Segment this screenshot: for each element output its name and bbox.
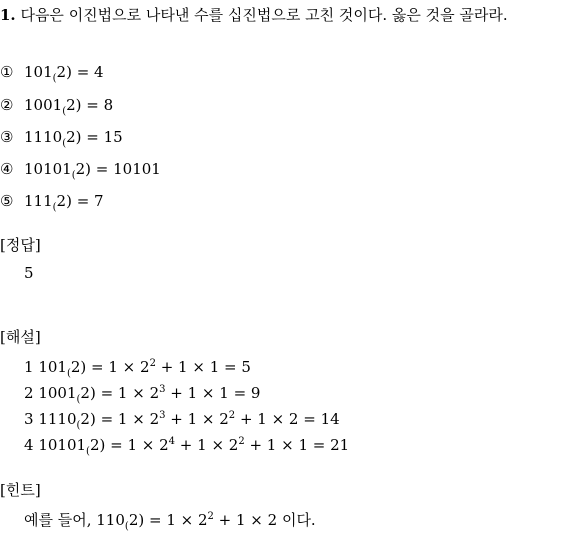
line-part: 2) = 1 × 2 [89, 436, 169, 454]
choice-base: 101 [24, 63, 53, 81]
line-exponent: 4 [168, 436, 176, 447]
line-subscript: ( [76, 394, 81, 405]
choice-base: 1110 [24, 128, 63, 146]
line-part: + 1 × 2 [175, 436, 239, 454]
line-exponent: 3 [159, 384, 166, 395]
line-number: 4 [24, 436, 34, 454]
line-subscript: ( [66, 368, 71, 379]
choice-mark: ③ [0, 128, 14, 146]
choice-base: 10101 [24, 160, 72, 178]
line-part: 2) = 1 × 2 [80, 410, 160, 428]
hint-prefix: 예를 들어, 110 [24, 511, 125, 529]
line-subscript: ( [76, 420, 81, 431]
line-base: 1110 [38, 410, 77, 428]
choice-mark: ⑤ [0, 192, 14, 210]
hint-part: + 1 × 2 이다. [213, 511, 316, 529]
question-number: 1. [0, 6, 16, 24]
choice-rest: 2) = 8 [66, 96, 114, 114]
hint-text [24, 508, 316, 536]
line-base: 1001 [38, 384, 77, 402]
choice-rest: 2) = 4 [56, 63, 104, 81]
answer-label: [정답] [0, 236, 41, 254]
line-base: 10101 [38, 436, 87, 454]
line-number: 3 [24, 410, 34, 428]
hint-part: 2) = 1 × 2 [128, 511, 208, 529]
line-base: 101 [38, 358, 67, 376]
choice-subscript: ( [62, 106, 67, 117]
explanation-line-3 [24, 407, 340, 435]
explanation-line-4 [24, 433, 349, 461]
choice-5[interactable] [0, 192, 104, 217]
hint-exponent: 2 [207, 511, 214, 522]
hint-label: [힌트] [0, 481, 41, 499]
question-text: 다음은 이진법으로 나타낸 수를 십진법으로 고친 것이다. 옳은 것을 골라라. [20, 6, 508, 24]
choice-mark: ④ [0, 160, 14, 178]
choice-mark: ① [0, 63, 14, 81]
choice-subscript: ( [52, 73, 57, 84]
line-part: + 1 × 1 = 21 [244, 436, 350, 454]
choice-subscript: ( [62, 138, 67, 149]
line-part: 2) = 1 × 2 [70, 358, 150, 376]
explanation-label: [해설] [0, 328, 41, 346]
hint-subscript: ( [124, 521, 129, 532]
choice-mark: ② [0, 96, 14, 114]
choice-rest: 2) = 15 [66, 128, 123, 146]
line-subscript: ( [86, 446, 90, 457]
choice-2[interactable] [0, 96, 113, 121]
choice-3[interactable] [0, 128, 123, 153]
choice-rest: 2) = 10101 [75, 160, 161, 178]
choice-subscript: ( [71, 170, 76, 181]
choice-subscript: ( [52, 202, 57, 213]
choice-1[interactable] [0, 63, 104, 88]
answer-value: 5 [24, 264, 34, 282]
line-part: 2) = 1 × 2 [80, 384, 160, 402]
line-exponent: 2 [149, 358, 156, 369]
choice-base: 1001 [24, 96, 63, 114]
line-part: + 1 × 1 = 9 [165, 384, 261, 402]
line-number: 1 [24, 358, 34, 376]
explanation-line-2 [24, 381, 260, 409]
line-part: + 1 × 2 = 14 [235, 410, 340, 428]
line-part: + 1 × 1 = 5 [155, 358, 251, 376]
explanation-line-1 [24, 355, 251, 383]
choice-base: 111 [24, 192, 53, 210]
line-exponent: 3 [159, 410, 166, 421]
choice-4[interactable] [0, 160, 161, 185]
choice-rest: 2) = 7 [56, 192, 104, 210]
question [0, 6, 508, 24]
line-exponent: 2 [238, 436, 245, 447]
line-part: + 1 × 2 [165, 410, 229, 428]
line-number: 2 [24, 384, 34, 402]
line-exponent: 2 [228, 410, 236, 421]
